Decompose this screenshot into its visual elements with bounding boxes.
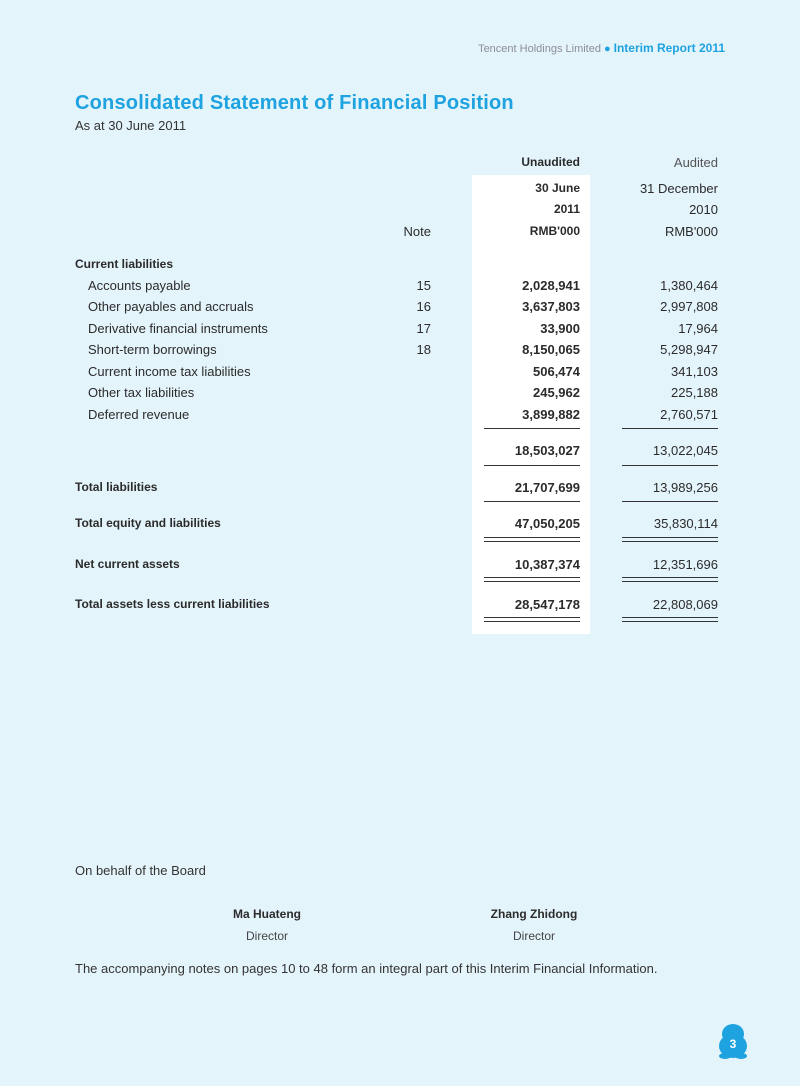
row-note: 17	[416, 321, 431, 336]
rule-line	[622, 428, 718, 429]
row-value-2011: 8,150,065	[522, 342, 580, 357]
header-date-1: 30 June	[535, 181, 580, 195]
row-value-2011: 33,900	[540, 321, 580, 336]
rule-line	[484, 465, 580, 466]
total-value-2010: 12,351,696	[652, 557, 718, 572]
double-rule-line	[622, 541, 718, 542]
page-number: 3	[729, 1037, 737, 1051]
rule-line	[484, 501, 580, 502]
row-value-2010: 5,298,947	[660, 342, 718, 357]
total-value-2010: 13,989,256	[652, 480, 718, 495]
signer-1-title: Director	[245, 929, 288, 943]
row-value-2010: 2,997,808	[660, 299, 718, 314]
total-label: Net current assets	[75, 557, 180, 571]
subtotal-2011: 18,503,027	[514, 443, 580, 458]
double-rule-line	[484, 617, 580, 618]
page-subtitle: As at 30 June 2011	[75, 118, 187, 133]
signer-1-name: Ma Huateng	[232, 907, 301, 921]
page-title: Consolidated Statement of Financial Position	[75, 92, 514, 114]
row-value-2010: 2,760,571	[660, 407, 718, 422]
header-date-2: 31 December	[639, 181, 718, 196]
double-rule-line	[622, 581, 718, 582]
signer-2-name: Zhang Zhidong	[490, 907, 578, 921]
row-value-2011: 3,899,882	[522, 407, 580, 422]
total-label: Total assets less current liabilities	[75, 597, 270, 611]
row-value-2011: 506,474	[533, 364, 580, 379]
row-value-2011: 245,962	[533, 385, 580, 400]
subtotal-2010: 13,022,045	[652, 443, 718, 458]
double-rule-line	[622, 621, 718, 622]
double-rule-line	[484, 581, 580, 582]
total-label: Total liabilities	[75, 480, 158, 494]
header-report: Interim Report 2011	[613, 41, 725, 55]
row-label: Derivative financial instruments	[88, 321, 268, 336]
header-audited: Audited	[673, 155, 718, 170]
row-label: Deferred revenue	[88, 407, 190, 422]
total-value-2010: 22,808,069	[652, 597, 718, 612]
double-rule-line	[484, 541, 580, 542]
double-rule-line	[622, 537, 718, 538]
row-value-2010: 341,103	[671, 364, 718, 379]
header-company: Tencent Holdings Limited	[478, 43, 601, 55]
total-value-2011: 28,547,178	[514, 597, 580, 612]
notes-statement: The accompanying notes on pages 10 to 48 form an integral part of this Interim Financial Information.	[75, 961, 658, 976]
signer-2-title: Director	[512, 929, 555, 943]
total-value-2011: 47,050,205	[514, 516, 580, 531]
row-note: 15	[416, 278, 431, 293]
on-behalf-text: On behalf of the Board	[75, 863, 206, 878]
rule-line	[622, 465, 718, 466]
row-value-2011: 3,637,803	[522, 299, 580, 314]
double-rule-line	[622, 577, 718, 578]
row-label: Current income tax liabilities	[88, 364, 251, 379]
rule-line	[622, 501, 718, 502]
row-value-2010: 17,964	[678, 321, 718, 336]
row-label: Accounts payable	[88, 278, 191, 293]
double-rule-line	[622, 617, 718, 618]
header-unit-1: RMB'000	[529, 224, 580, 238]
row-value-2010: 1,380,464	[660, 278, 718, 293]
row-value-2010: 225,188	[671, 385, 718, 400]
rule-line	[484, 428, 580, 429]
row-label: Other tax liabilities	[88, 385, 195, 400]
total-value-2011: 21,707,699	[514, 480, 580, 495]
row-note: 18	[416, 342, 431, 357]
header-note: Note	[403, 224, 431, 239]
total-value-2011: 10,387,374	[514, 557, 580, 572]
bullet-dot-icon: ●	[603, 43, 611, 55]
row-value-2011: 2,028,941	[522, 278, 580, 293]
total-value-2010: 35,830,114	[653, 516, 718, 531]
double-rule-line	[484, 621, 580, 622]
header-year-2: 2010	[689, 202, 718, 217]
header-unaudited: Unaudited	[521, 155, 580, 169]
total-label: Total equity and liabilities	[75, 516, 221, 530]
header-unit-2: RMB'000	[664, 224, 718, 239]
double-rule-line	[484, 537, 580, 538]
row-label: Other payables and accruals	[88, 299, 254, 314]
header-year-1: 2011	[553, 202, 580, 216]
row-note: 16	[416, 299, 431, 314]
double-rule-line	[484, 577, 580, 578]
running-header	[478, 41, 725, 55]
row-label: Short-term borrowings	[88, 342, 217, 357]
section-title: Current liabilities	[75, 257, 174, 271]
